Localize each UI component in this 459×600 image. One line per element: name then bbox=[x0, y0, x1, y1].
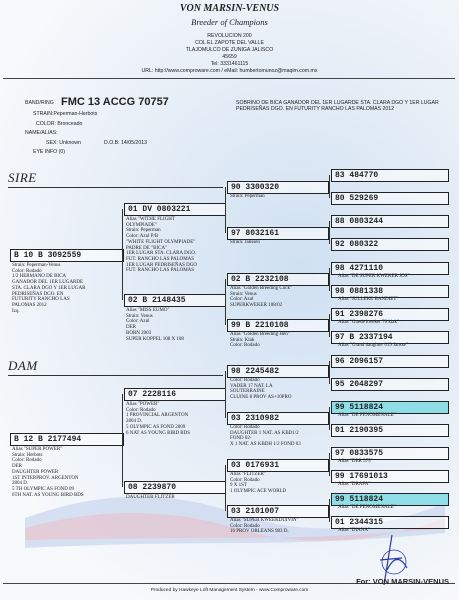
sds-band: 02 B 2232108 bbox=[231, 275, 289, 284]
sd-details: Alias "MISS EUMO" Strain: Venus Color: Azul DER BORN 2003 SUPER KOPPEL 108 X 108 bbox=[126, 308, 184, 342]
gen5-band-box bbox=[331, 378, 449, 391]
sdd-band: 99 B 2210108 bbox=[231, 321, 289, 330]
gen5-band: 97 0833575 bbox=[335, 449, 384, 458]
band-label: BAND/RING bbox=[25, 100, 54, 106]
dam-band: B 12 B 2177494 bbox=[14, 435, 82, 444]
bird-band: FMC 13 ACCG 70757 bbox=[61, 96, 169, 108]
address-line: REVOLUCION 200 bbox=[207, 33, 252, 39]
gen5-band: 95 2048297 bbox=[335, 380, 384, 389]
dds-details: Alias "FLITZER" Color: Rodado 9 X 1ST 1 OLYMPIC ACE WORLD bbox=[230, 472, 287, 495]
gen5-band: 83 484770 bbox=[335, 171, 379, 180]
contact-line: URL: http://www.comproware.com / eMail: humbertomunoz@maqim.com.mx bbox=[141, 68, 318, 74]
ssd-band-box bbox=[227, 227, 329, 240]
dds-band: 03 0176931 bbox=[231, 461, 280, 470]
gen5-alias: Alias "JULLEKE BANDIET" bbox=[338, 297, 399, 302]
gen5-band: 01 2190395 bbox=[335, 426, 384, 435]
dss-band: 98 2245482 bbox=[231, 367, 280, 376]
address-line: Tel: 3331461115 bbox=[210, 61, 249, 67]
gen5-alias: Alias "DER 575" bbox=[338, 459, 373, 464]
sds-band-box bbox=[227, 273, 329, 286]
gen5-band: 99 5118824 bbox=[335, 403, 384, 412]
bird-color: COLOR: Bronceado bbox=[36, 121, 83, 127]
sire-section-title: SIRE bbox=[8, 170, 37, 185]
breeder-title: VON MARSIN-VENUS bbox=[179, 3, 280, 14]
dss-band-box bbox=[227, 365, 329, 378]
connector bbox=[329, 499, 330, 522]
sss-band: 90 3300320 bbox=[231, 183, 280, 192]
gen5-alias: Alias "DE FENOMENALE" bbox=[338, 413, 396, 418]
gen5-alias: Alias "DE SUPER KWEKER JOS" bbox=[338, 274, 410, 279]
gen5-band-box bbox=[331, 355, 449, 368]
connector bbox=[329, 221, 330, 244]
gen5-band: 01 2344315 bbox=[335, 518, 384, 527]
dsd-band-box bbox=[227, 412, 329, 425]
address-line: COL EL ZAPOTE DEL VALLE bbox=[195, 40, 264, 46]
dsd-band: 03 2310982 bbox=[231, 414, 280, 423]
gen5-band: 99 17691013 bbox=[335, 472, 388, 481]
dam-band-box bbox=[10, 433, 124, 446]
gen5-alias: Alias "DRAFA" bbox=[338, 482, 371, 487]
connector bbox=[225, 279, 226, 325]
bird-name: NAME/ALIAS: bbox=[25, 130, 58, 136]
connector bbox=[329, 453, 330, 476]
connector bbox=[329, 268, 330, 291]
address-line: 45659 bbox=[222, 54, 237, 60]
ss-band-box bbox=[124, 203, 226, 216]
ssd-band: 97 8032161 bbox=[231, 229, 280, 238]
dss-details: Color: Rodado VADER 17 NAT. LA SOUTERRAINE CLUINE 8 PROV AS+10PRO bbox=[230, 378, 292, 401]
gen5-alias: Alias "Grand daughter 019 Jansse" bbox=[338, 343, 408, 348]
gen5-band: 88 0803244 bbox=[335, 217, 384, 226]
sd-band: 02 B 2148435 bbox=[128, 296, 186, 305]
connector bbox=[329, 175, 330, 198]
breeder-subtitle: Breeder of Champions bbox=[191, 17, 268, 27]
gen5-band-box bbox=[331, 424, 449, 437]
footer-produced-by: Produced by Hawkeye Loft Management System - www.Comproware.com bbox=[150, 588, 309, 593]
sdd-details: Alias "Golden Breeding Hen" Strain: Klak Color: Rodado bbox=[230, 332, 290, 349]
gen5-band: 98 0881338 bbox=[335, 287, 384, 296]
sire-band: B 10 B 3092559 bbox=[14, 251, 82, 260]
gen5-alias: Alias "DIANA" bbox=[338, 528, 370, 533]
ssd-details: Strain: Janssen bbox=[230, 240, 260, 245]
gen5-band: 98 4271110 bbox=[335, 264, 384, 273]
connector bbox=[225, 371, 226, 418]
ds-details: Alias "POWER" Color: Rodado 1 PROVINCIAL ARGENTON 2804 D. 5 OLYMPIC AS FOND 2009 6 NAT AS YOUNG BIRD BDS bbox=[126, 402, 191, 436]
gen5-band: 92 080322 bbox=[335, 240, 379, 249]
sire-details: Strain: Peperman-Venus Color: Rodado 1/2 HERMANO DE BICA GANADOR DEL 1ER LUGARDE STA. CLARA DGO Y 1ER LUGAR PEDRISEÑAS DGO. EN FUTURITY RANCHO LAS PALOMAS 2012 Izq. bbox=[12, 263, 86, 314]
connector bbox=[225, 465, 226, 511]
sss-band-box bbox=[227, 181, 329, 194]
connector bbox=[225, 187, 226, 233]
gen5-band: 96 2096157 bbox=[335, 357, 384, 366]
bird-description: SOBRINO DE BICA GANADOR DEL 1ER LUGARDE STA. CLARA DGO Y 1ER LUGAR PEDRISEÑAS DGO. EN FUTURITY RANCHO LAS PALOMAS 2012 bbox=[236, 100, 439, 113]
dsd-details: Color: Rodado DAUGHTER 1 NAT. AS KBD1/2 FOND 02- X 1 NAT. AS KBDH 1/2 FOND 03 bbox=[230, 425, 301, 448]
address-line: TLAJOMULCO DE ZUNIGA JALISCO bbox=[185, 47, 274, 53]
connector bbox=[329, 407, 330, 430]
sds-details: Alias "Golden Breeding Cock" Strain: Venus Color: Azul SUPERKWEKER 108/02 bbox=[230, 286, 292, 309]
ds-band-box bbox=[124, 388, 226, 401]
dds-band-box bbox=[227, 459, 329, 472]
gen5-alias: Alias "Goede kweker 76 klak" bbox=[338, 320, 400, 325]
dd-band-box bbox=[124, 481, 226, 494]
connector bbox=[122, 209, 123, 300]
sire-section-rule bbox=[8, 187, 223, 188]
ddd-band-box bbox=[227, 505, 329, 518]
dam-section-title: DAM bbox=[8, 358, 38, 373]
sd-band-box bbox=[124, 294, 226, 307]
footer-for: For: VON MARSIN-VENUS bbox=[356, 577, 449, 586]
gen5-band-box bbox=[331, 238, 449, 251]
connector bbox=[329, 361, 330, 384]
gen5-band-box bbox=[331, 192, 449, 205]
gen5-band: 80 529269 bbox=[335, 194, 379, 203]
dd-band: 08 2239870 bbox=[128, 483, 177, 492]
connector bbox=[329, 314, 330, 337]
dam-details: Alias "SUPER POWER" Strain: Herbots Color: Rodado DER DAUGHTER POWER 1ST INTERPROV. ARGENTON 2804 D. 5 TH OLYMPIC AS FOND 09 6TH NAT. AS YOUNG BIRD BDS bbox=[12, 447, 84, 498]
sdd-band-box bbox=[227, 319, 329, 332]
ss-band: 01 DV 0803221 bbox=[128, 205, 191, 214]
header-divider bbox=[3, 78, 455, 79]
ddd-details: Alias "SUPER KWEEKDUIVIN" Color: Rodado 16 PROV ORLEANS 983 D. bbox=[230, 518, 299, 535]
ds-band: 07 2228116 bbox=[128, 390, 177, 399]
gen5-band-box bbox=[331, 169, 449, 182]
bird-eye-info: EYE INFO (0) bbox=[33, 149, 65, 155]
sire-band-box bbox=[10, 249, 124, 262]
ss-details: Alias "WITHE FLIGHT OLYMPIADE" Strain: Peperman Color: Azul P/B "WHITE FLIGHT OLYMPIADE" PADRE DE "BICA" 1ER LUGAR STA. CLARA DGO. FUT. RANCHO LAS PALOMAS 1ER LUGAR PEDRISEÑAS DGO FUT. RANCHO LAS PALOMAS bbox=[126, 217, 197, 274]
dam-section-rule bbox=[8, 375, 223, 376]
gen5-band: 91 2398276 bbox=[335, 310, 384, 319]
gen5-band: 97 B 2337194 bbox=[335, 333, 393, 342]
connector bbox=[122, 394, 123, 487]
bird-strain: STRAIN:Peperman-Herbots bbox=[33, 111, 98, 117]
ddd-band: 03 2101007 bbox=[231, 507, 280, 516]
sss-details: Strain: Peperman bbox=[230, 194, 265, 199]
dd-details: DAUGHTER FLITZER bbox=[126, 495, 175, 500]
bird-dob: D.O.B: 14/05/2013 bbox=[104, 140, 147, 146]
bird-sex: SEX: Unknown bbox=[46, 140, 81, 146]
gen5-alias: Alias "DE FENOMENALE" bbox=[338, 505, 396, 510]
gen5-band: 99 5118824 bbox=[335, 495, 384, 504]
gen5-band-box bbox=[331, 215, 449, 228]
